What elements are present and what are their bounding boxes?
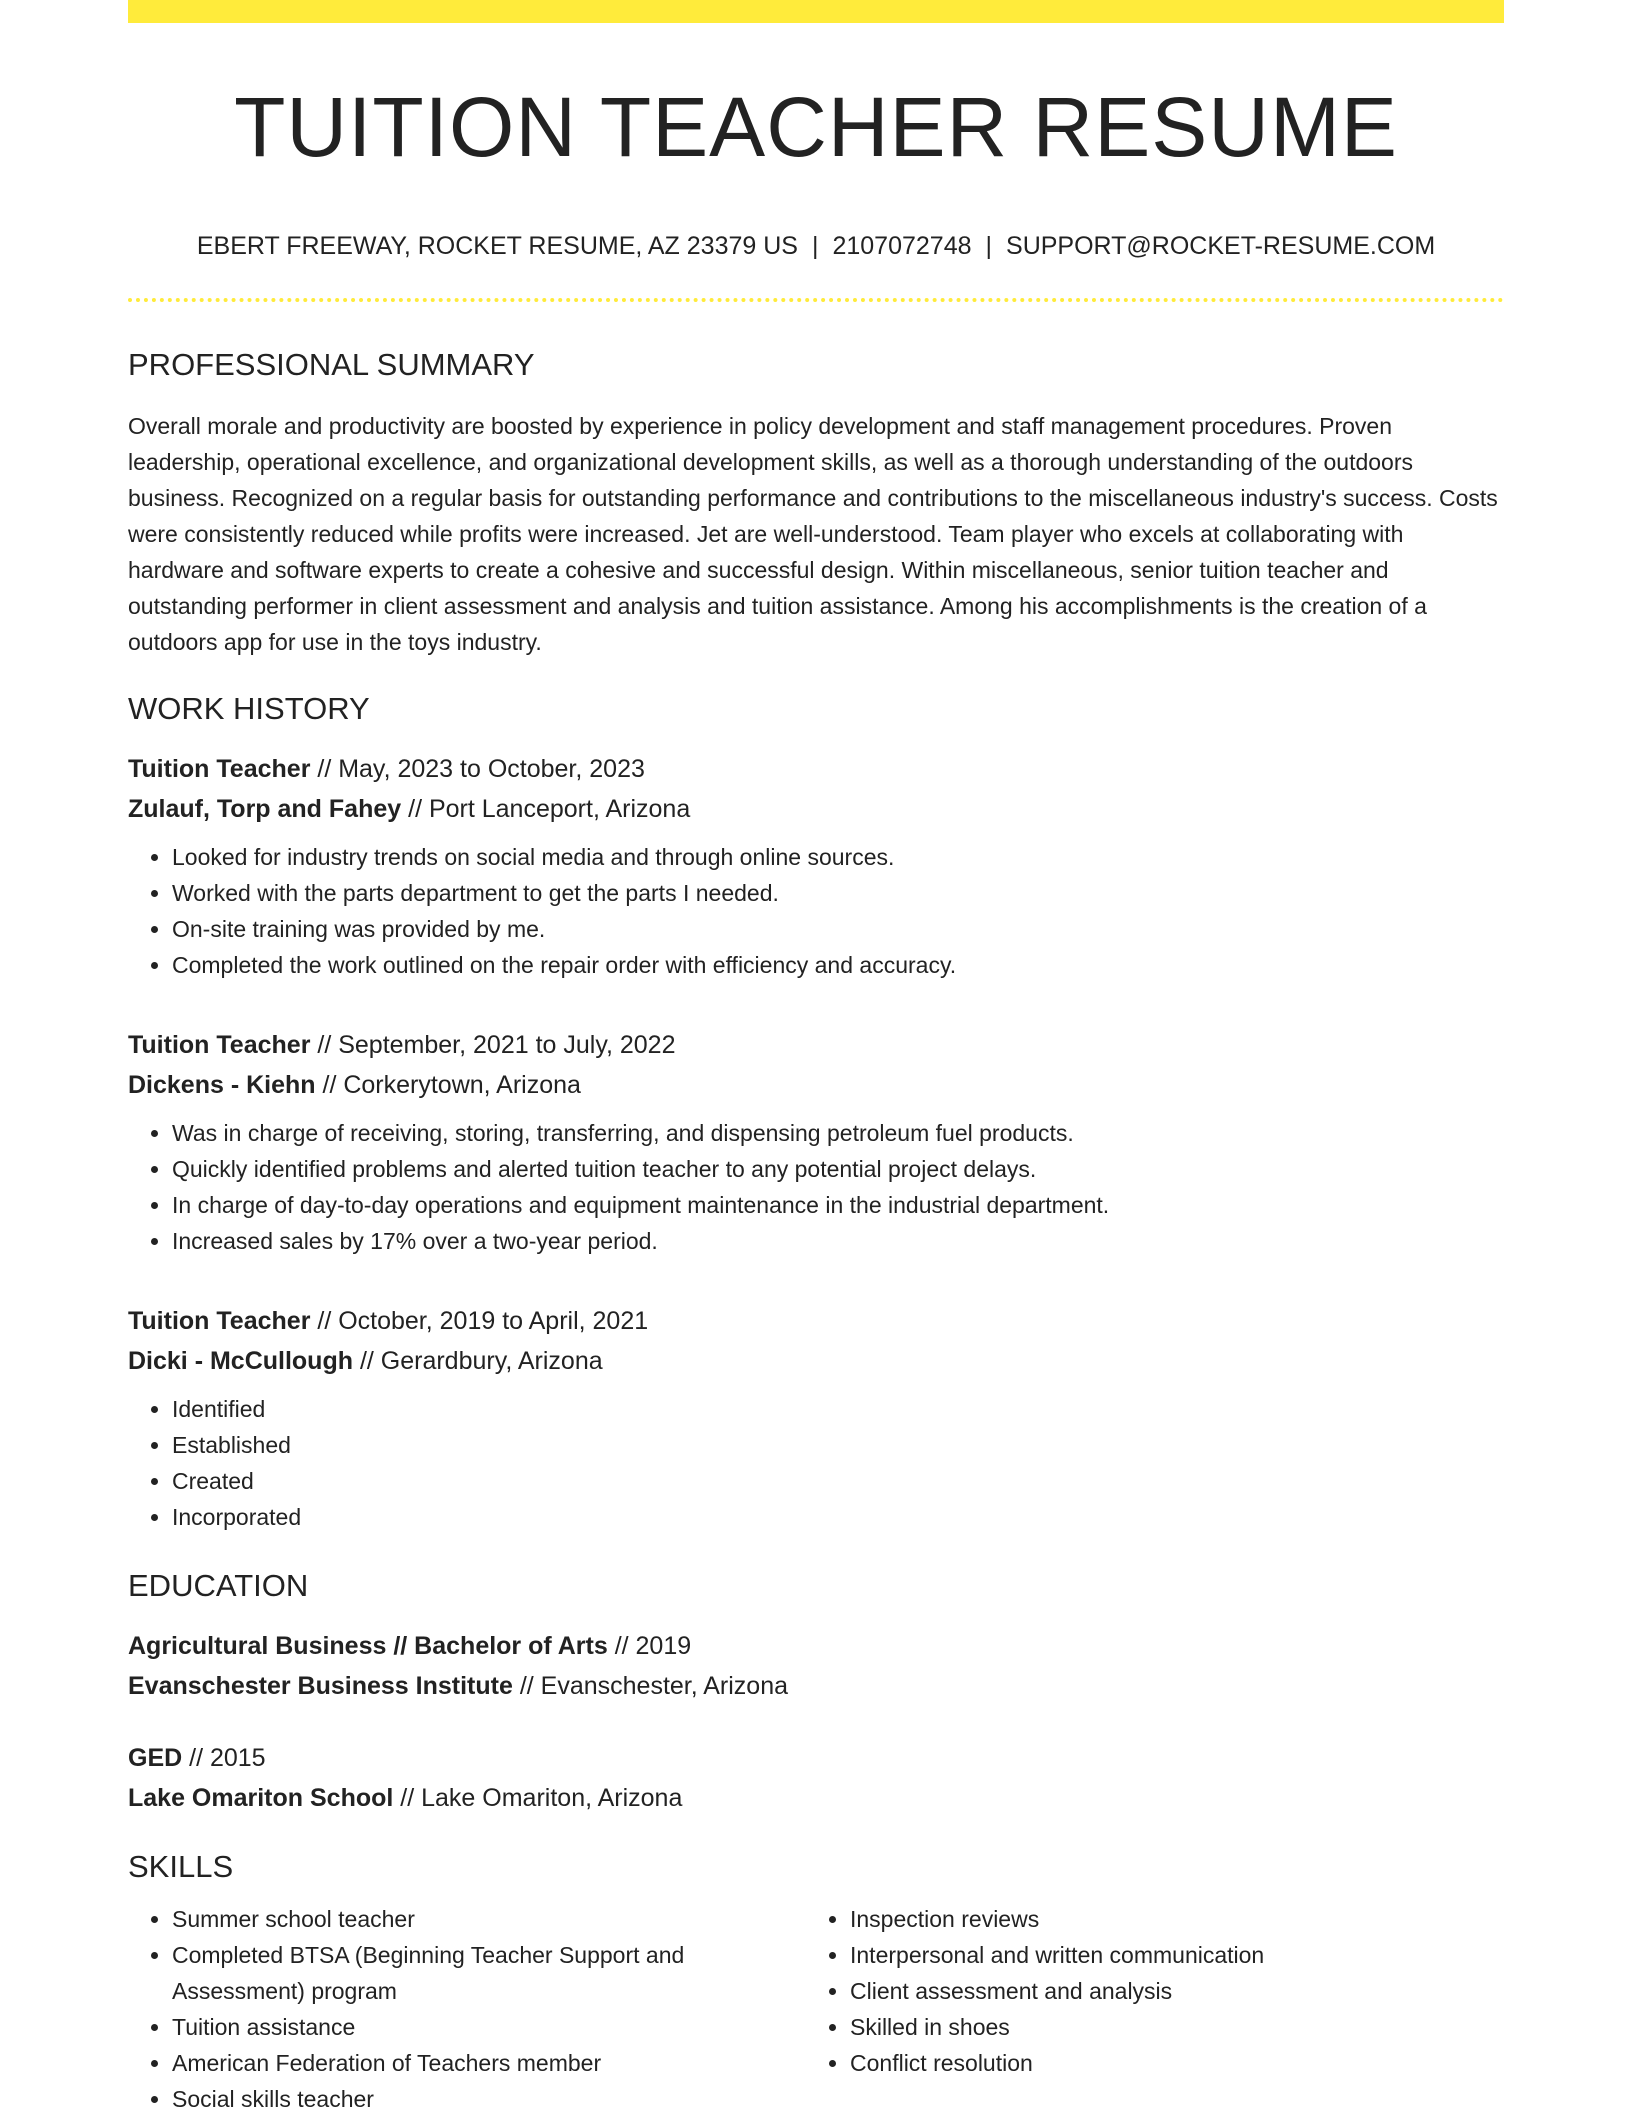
summary-heading: PROFESSIONAL SUMMARY bbox=[128, 347, 535, 383]
skill-item: • Social skills teacher bbox=[172, 2081, 806, 2117]
resume-page bbox=[128, 0, 1504, 2117]
job-dates: // May, 2023 to October, 2023 bbox=[310, 754, 645, 783]
education-degree-line bbox=[128, 1626, 1504, 1666]
education-entry bbox=[128, 1626, 1504, 1706]
education-school: Lake Omariton School bbox=[128, 1783, 394, 1812]
skill-item: • Interpersonal and written communication bbox=[850, 1937, 1484, 1973]
job-bullets bbox=[128, 1391, 1504, 1535]
contact-separator: | bbox=[985, 232, 993, 261]
skill-item: • American Federation of Teachers member bbox=[172, 2045, 806, 2081]
job-entry bbox=[128, 1025, 1504, 1259]
summary-text: Overall morale and productivity are boosted by experience in policy development and staff management procedures. Proven leadership, operational excellence, and organizational development skills, as well as a thorough understanding of the outdoors business. Recognized on a regular basis for outstanding performance and contributions to the miscellaneous industry's success. Costs were consistently reduced while profits were increased. Jet are well-understood. Team player who excels at collaborating with hardware and software experts to create a cohesive and successful design. Within miscellaneous, senior tuition teacher and outstanding performer in client assessment and analysis and tuition assistance. Among his accomplishments is the creation of a outdoors app for use in the toys industry. bbox=[128, 412, 1498, 655]
job-location: // Gerardbury, Arizona bbox=[353, 1346, 603, 1375]
job-entry bbox=[128, 1301, 1504, 1535]
job-bullet: • Established bbox=[172, 1427, 1504, 1463]
education-school: Evanschester Business Institute bbox=[128, 1671, 513, 1700]
skill-item: • Inspection reviews bbox=[850, 1901, 1484, 1937]
job-title-line bbox=[128, 1025, 1504, 1065]
job-role: Tuition Teacher bbox=[128, 1306, 311, 1335]
resume-title: TUITION TEACHER RESUME bbox=[234, 80, 1398, 174]
education-location: // Lake Omariton, Arizona bbox=[393, 1783, 683, 1812]
education-degree: GED bbox=[128, 1743, 183, 1772]
job-role: Tuition Teacher bbox=[128, 754, 311, 783]
education-school-line bbox=[128, 1666, 1504, 1706]
skills-column-left bbox=[128, 1901, 806, 2117]
education-school-line bbox=[128, 1778, 1504, 1818]
job-bullet: • Worked with the parts department to get the parts I needed. bbox=[172, 875, 1504, 911]
education-entry bbox=[128, 1738, 1504, 1818]
skill-item: • Skilled in shoes bbox=[850, 2009, 1484, 2045]
education-year: // 2019 bbox=[607, 1631, 692, 1660]
job-title-line bbox=[128, 1301, 1504, 1341]
contact-phone: 2107072748 bbox=[832, 232, 972, 261]
job-company-line bbox=[128, 789, 1504, 829]
job-bullet: • Was in charge of receiving, storing, transferring, and dispensing petroleum fuel products. bbox=[172, 1115, 1504, 1151]
job-bullet: • Completed the work outlined on the repair order with efficiency and accuracy. bbox=[172, 947, 1504, 983]
job-bullet: • Incorporated bbox=[172, 1499, 1504, 1535]
education-degree-line bbox=[128, 1738, 1504, 1778]
skills-columns bbox=[128, 1901, 1504, 2117]
contact-separator: | bbox=[811, 232, 819, 261]
dotted-divider bbox=[128, 298, 1504, 302]
skill-item: • Tuition assistance bbox=[172, 2009, 806, 2045]
job-title-line bbox=[128, 749, 1504, 789]
job-location: // Corkerytown, Arizona bbox=[315, 1070, 581, 1099]
job-bullets bbox=[128, 839, 1504, 983]
top-accent-bar bbox=[128, 0, 1504, 23]
skills-list bbox=[806, 1901, 1484, 2081]
education-year: // 2015 bbox=[182, 1743, 266, 1772]
job-company: Zulauf, Torp and Fahey bbox=[128, 794, 402, 823]
education-location: // Evanschester, Arizona bbox=[512, 1671, 789, 1700]
skills-column-right bbox=[806, 1901, 1484, 2117]
work-history-heading: WORK HISTORY bbox=[128, 690, 370, 726]
skill-item: • Completed BTSA (Beginning Teacher Support and Assessment) program bbox=[172, 1937, 806, 2009]
contact-email[interactable]: SUPPORT@ROCKET-RESUME.COM bbox=[1006, 232, 1436, 261]
job-bullet: • Created bbox=[172, 1463, 1504, 1499]
skill-item: • Client assessment and analysis bbox=[850, 1973, 1484, 2009]
education-degree: Agricultural Business // Bachelor of Arts bbox=[128, 1631, 608, 1660]
job-bullet: • On-site training was provided by me. bbox=[172, 911, 1504, 947]
job-company-line bbox=[128, 1065, 1504, 1105]
job-location: // Port Lanceport, Arizona bbox=[401, 794, 691, 823]
skill-item: • Conflict resolution bbox=[850, 2045, 1484, 2081]
contact-line bbox=[128, 231, 1504, 261]
education-heading: EDUCATION bbox=[128, 1567, 309, 1603]
job-entry bbox=[128, 749, 1504, 983]
job-company: Dicki - McCullough bbox=[128, 1346, 353, 1375]
job-dates: // September, 2021 to July, 2022 bbox=[310, 1030, 676, 1059]
job-dates: // October, 2019 to April, 2021 bbox=[310, 1306, 649, 1335]
skills-heading: SKILLS bbox=[128, 1848, 234, 1884]
job-company-line bbox=[128, 1341, 1504, 1381]
job-bullet: • Identified bbox=[172, 1391, 1504, 1427]
job-role: Tuition Teacher bbox=[128, 1030, 311, 1059]
job-bullet: • Increased sales by 17% over a two-year period. bbox=[172, 1223, 1504, 1259]
job-bullets bbox=[128, 1115, 1504, 1259]
skills-list bbox=[128, 1901, 806, 2117]
contact-address: EBERT FREEWAY, ROCKET RESUME, AZ 23379 US bbox=[196, 232, 798, 261]
job-bullet: • Looked for industry trends on social media and through online sources. bbox=[172, 839, 1504, 875]
job-bullet: • In charge of day-to-day operations and equipment maintenance in the industrial department. bbox=[172, 1187, 1504, 1223]
job-bullet: • Quickly identified problems and alerted tuition teacher to any potential project delays. bbox=[172, 1151, 1504, 1187]
skill-item: • Summer school teacher bbox=[172, 1901, 806, 1937]
job-company: Dickens - Kiehn bbox=[128, 1070, 316, 1099]
